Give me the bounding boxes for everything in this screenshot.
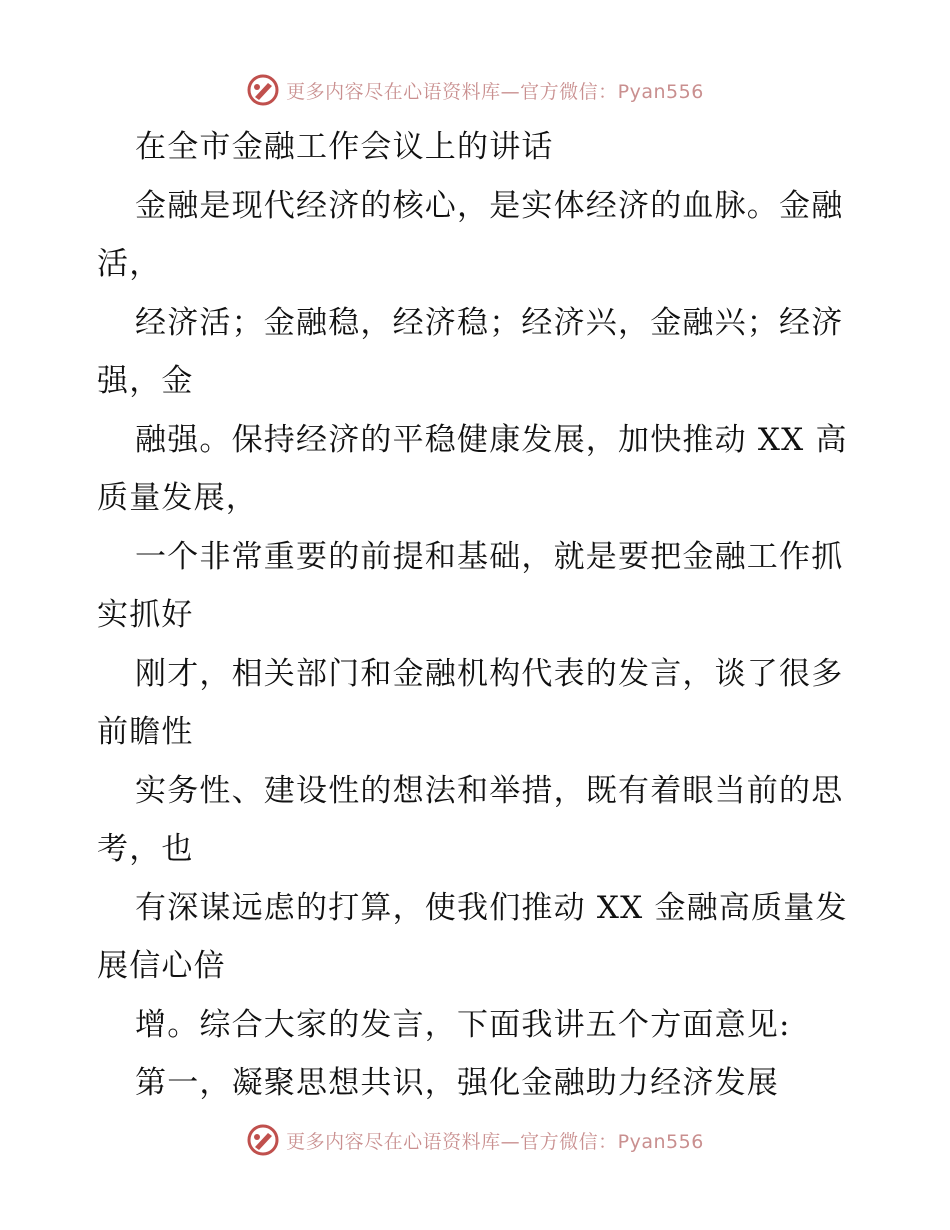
paragraph: 融强。保持经济的平稳健康发展，加快推动 XX 高质量发展， <box>97 421 848 516</box>
section-heading: 第一，凝聚思想共识，强化金融助力经济发展 <box>135 1065 779 1101</box>
paragraph: 一个非常重要的前提和基础，就是要把金融工作抓实抓好 <box>97 538 844 633</box>
watermark-text: 更多内容尽在心语资料库—官方微信：Pyan556 <box>286 80 704 103</box>
document-body <box>97 118 857 1113</box>
paragraph: 金融是现代经济的核心，是实体经济的血脉。金融活， <box>97 187 844 282</box>
paragraph: 经济活；金融稳，经济稳；经济兴，金融兴；经济强，金 <box>97 304 844 399</box>
pen-seal-icon <box>246 73 280 107</box>
paragraph: 刚才，相关部门和金融机构代表的发言，谈了很多前瞻性 <box>97 655 844 750</box>
paragraph: 增。综合大家的发言，下面我讲五个方面意见: <box>135 1006 791 1043</box>
paragraph: 实务性、建设性的想法和举措，既有着眼当前的思考，也 <box>97 772 844 867</box>
pen-seal-icon <box>246 1123 280 1157</box>
watermark-text: 更多内容尽在心语资料库—官方微信：Pyan556 <box>286 1130 704 1153</box>
paragraph: 有深谋远虑的打算，使我们推动 XX 金融高质量发展信心倍 <box>97 889 848 984</box>
doc-title: 在全市金融工作会议上的讲话 <box>135 129 554 165</box>
footer-watermark <box>0 1120 950 1160</box>
header-watermark <box>0 70 950 110</box>
